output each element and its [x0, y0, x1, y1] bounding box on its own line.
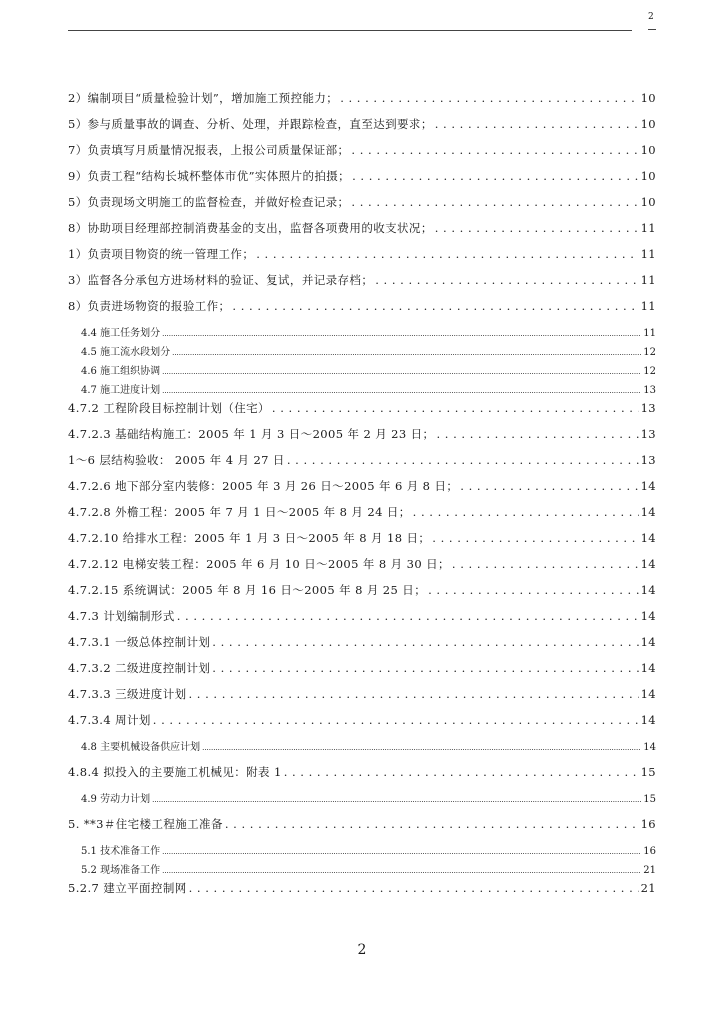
- toc-entry-title: 2）编制项目“质量检验计划”，增加施工预控能力；: [68, 91, 339, 105]
- toc-entry[interactable]: [68, 452, 656, 478]
- toc-entry-page: 15: [640, 765, 656, 779]
- toc-entry-page: 14: [640, 713, 656, 727]
- toc-entry[interactable]: [68, 343, 656, 362]
- toc-entry-title: 5.2.7 建立平面控制网: [68, 881, 187, 895]
- toc-entry-page: 13: [640, 453, 656, 467]
- toc-leader-dots: [287, 453, 639, 467]
- toc-leader-dots: [375, 273, 638, 287]
- toc-entry-title: 7）负责填写月质量情况报表，上报公司质量保证部；: [68, 143, 350, 157]
- toc-leader-dots: [272, 401, 639, 415]
- toc-entry[interactable]: [68, 478, 656, 504]
- toc-leader-dots: [172, 347, 641, 358]
- toc-entry-title: 4.8 主要机械设备供应计划: [81, 742, 201, 753]
- toc-entry-title: 5）负责现场文明施工的监督检查，并做好检查记录；: [68, 195, 350, 209]
- toc-entry[interactable]: [68, 246, 656, 272]
- toc-entry-page: 14: [640, 531, 656, 545]
- page-header-number: 2: [648, 12, 654, 22]
- toc-entry-title: 4.7.2 工程阶段目标控制计划（住宅）: [68, 401, 270, 415]
- toc-leader-dots: [435, 117, 639, 131]
- toc-entry-page: 10: [640, 169, 656, 183]
- toc-entry-title: 4.4 施工任务划分: [81, 328, 161, 339]
- toc-entry-title: 4.7.3.4 周计划: [68, 713, 151, 727]
- toc-entry-title: 4.7.3 计划编制形式: [68, 609, 175, 623]
- toc-entry-title: 4.7.2.12 电梯安装工程：2005 年 6 月 10 日～2005 年 8 月 30 日；: [68, 557, 450, 571]
- toc-leader-dots: [162, 865, 641, 876]
- toc-entry-page: 13: [640, 427, 656, 441]
- toc-entry-page: 10: [640, 195, 656, 209]
- toc-entry-title: 4.5 施工流水段划分: [81, 347, 171, 358]
- toc-entry-title: 4.7.2.8 外檐工程：2005 年 7 月 1 日～2005 年 8 月 24 日；: [68, 505, 411, 519]
- toc-entry[interactable]: [68, 686, 656, 712]
- toc-entry[interactable]: [68, 400, 656, 426]
- toc-entry-title: 4.7.3.2 二级进度控制计划: [68, 661, 211, 675]
- toc-entry-title: 4.8.4 拟投入的主要施工机械见：附表 1: [68, 765, 282, 779]
- toc-leader-dots: [162, 385, 641, 396]
- toc-entry-page: 14: [640, 479, 656, 493]
- toc-entry-page: 11: [640, 273, 656, 287]
- toc-entry-page: 14: [640, 635, 656, 649]
- toc-entry-page: 16: [643, 846, 656, 857]
- toc-entry[interactable]: [68, 556, 656, 582]
- toc-entry-page: 12: [643, 366, 656, 377]
- toc-leader-dots: [284, 765, 639, 779]
- toc-entry-page: 15: [643, 794, 656, 805]
- toc-entry[interactable]: [68, 790, 656, 816]
- toc-entry-title: 4.7.2.15 系统调试：2005 年 8 月 16 日～2005 年 8 月 25 日；: [68, 583, 427, 597]
- table-of-contents: [68, 90, 656, 906]
- toc-entry-title: 4.7.2.6 地下部分室内装修：2005 年 3 月 26 日～2005 年 6 月 8 日；: [68, 479, 459, 493]
- toc-entry[interactable]: [68, 738, 656, 764]
- toc-entry-page: 14: [640, 557, 656, 571]
- toc-entry-page: 14: [640, 661, 656, 675]
- toc-entry-page: 10: [640, 117, 656, 131]
- toc-entry-page: 11: [640, 221, 656, 235]
- toc-entry[interactable]: [68, 712, 656, 738]
- toc-leader-dots: [351, 195, 638, 209]
- toc-leader-dots: [351, 143, 638, 157]
- toc-leader-dots: [153, 713, 639, 727]
- toc-entry-page: 11: [640, 247, 656, 261]
- toc-entry-title: 3）监督各分承包方进场材料的验证、复试，并记录存档；: [68, 273, 374, 287]
- toc-entry[interactable]: [68, 634, 656, 660]
- toc-leader-dots: [232, 299, 638, 313]
- toc-entry-title: 4.7.3.1 一级总体控制计划: [68, 635, 211, 649]
- toc-entry-page: 14: [640, 687, 656, 701]
- toc-leader-dots: [352, 169, 638, 183]
- toc-entry-page: 11: [643, 328, 656, 339]
- toc-entry-title: 4.7.2.3 基础结构施工：2005 年 1 月 3 日～2005 年 2 月 23 日；: [68, 427, 435, 441]
- toc-entry-title: 5. **3＃住宅楼工程施工准备: [68, 817, 223, 831]
- toc-entry-title: 5.1 技术准备工作: [81, 846, 161, 857]
- toc-entry-title: 1～6 层结构验收： 2005 年 4 月 27 日: [68, 453, 285, 467]
- toc-leader-dots: [460, 479, 638, 493]
- toc-entry-page: 13: [640, 401, 656, 415]
- toc-entry[interactable]: [68, 530, 656, 556]
- toc-entry[interactable]: [68, 362, 656, 381]
- toc-entry-page: 14: [640, 583, 656, 597]
- page-footer-number: 2: [357, 942, 367, 958]
- toc-leader-dots: [435, 221, 639, 235]
- toc-entry-page: 10: [640, 91, 656, 105]
- toc-entry-title: 4.7.2.10 给排水工程：2005 年 1 月 3 日～2005 年 8 月 18 日；: [68, 531, 431, 545]
- toc-entry-page: 13: [643, 385, 656, 396]
- toc-entry[interactable]: [68, 816, 656, 842]
- toc-entry[interactable]: [68, 116, 656, 142]
- toc-entry[interactable]: [68, 660, 656, 686]
- toc-entry-title: 4.9 劳动力计划: [81, 794, 151, 805]
- toc-entry[interactable]: [68, 168, 656, 194]
- toc-entry[interactable]: [68, 194, 656, 220]
- toc-leader-dots: [189, 687, 639, 701]
- toc-leader-dots: [152, 794, 641, 805]
- toc-entry-title: 8）协助项目经理部控制消费基金的支出，监督各项费用的收支状况；: [68, 221, 433, 235]
- toc-leader-dots: [340, 91, 638, 105]
- toc-leader-dots: [413, 505, 639, 519]
- toc-entry-page: 21: [643, 865, 656, 876]
- toc-leader-dots: [256, 247, 638, 261]
- toc-entry-page: 11: [640, 299, 656, 313]
- toc-entry[interactable]: [68, 764, 656, 790]
- toc-leader-dots: [452, 557, 639, 571]
- toc-entry[interactable]: [68, 381, 656, 400]
- toc-leader-dots: [162, 846, 641, 857]
- toc-entry-page: 14: [640, 505, 656, 519]
- toc-leader-dots: [202, 742, 641, 753]
- toc-leader-dots: [225, 817, 639, 831]
- toc-entry[interactable]: [68, 142, 656, 168]
- toc-entry[interactable]: [68, 861, 656, 880]
- toc-entry-title: 4.6 施工组织协调: [81, 366, 161, 377]
- toc-entry[interactable]: [68, 426, 656, 452]
- toc-leader-dots: [432, 531, 638, 545]
- toc-leader-dots: [162, 366, 641, 377]
- toc-leader-dots: [212, 661, 638, 675]
- toc-leader-dots: [428, 583, 638, 597]
- toc-entry[interactable]: [68, 880, 656, 906]
- toc-leader-dots: [212, 635, 638, 649]
- toc-entry-page: 14: [640, 609, 656, 623]
- toc-entry-title: 9）负责工程“结构长城杯整体市优”实体照片的拍摄；: [68, 169, 351, 183]
- toc-entry[interactable]: [68, 272, 656, 298]
- toc-entry[interactable]: [68, 608, 656, 634]
- toc-entry-page: 14: [643, 742, 656, 753]
- toc-leader-dots: [162, 328, 641, 339]
- toc-entry-title: 5）参与质量事故的调查、分析、处理，并跟踪检查，直至达到要求；: [68, 117, 433, 131]
- toc-entry[interactable]: [68, 324, 656, 343]
- header-mark: [648, 29, 656, 30]
- toc-entry-title: 4.7.3.3 三级进度计划: [68, 687, 187, 701]
- toc-entry[interactable]: [68, 298, 656, 324]
- toc-entry-page: 12: [643, 347, 656, 358]
- toc-leader-dots: [177, 609, 639, 623]
- toc-entry-title: 8）负责进场物资的报验工作；: [68, 299, 231, 313]
- toc-entry[interactable]: [68, 504, 656, 530]
- toc-entry-page: 16: [640, 817, 656, 831]
- toc-entry[interactable]: [68, 90, 656, 116]
- toc-entry-title: 4.7 施工进度计划: [81, 385, 161, 396]
- toc-leader-dots: [436, 427, 638, 441]
- toc-entry-page: 10: [640, 143, 656, 157]
- toc-entry-title: 1）负责项目物资的统一管理工作；: [68, 247, 255, 261]
- toc-entry-page: 21: [640, 881, 656, 895]
- toc-entry-title: 5.2 现场准备工作: [81, 865, 161, 876]
- toc-leader-dots: [189, 881, 639, 895]
- toc-entry[interactable]: [68, 220, 656, 246]
- header-rule: [68, 30, 632, 31]
- toc-entry[interactable]: [68, 582, 656, 608]
- toc-entry[interactable]: [68, 842, 656, 861]
